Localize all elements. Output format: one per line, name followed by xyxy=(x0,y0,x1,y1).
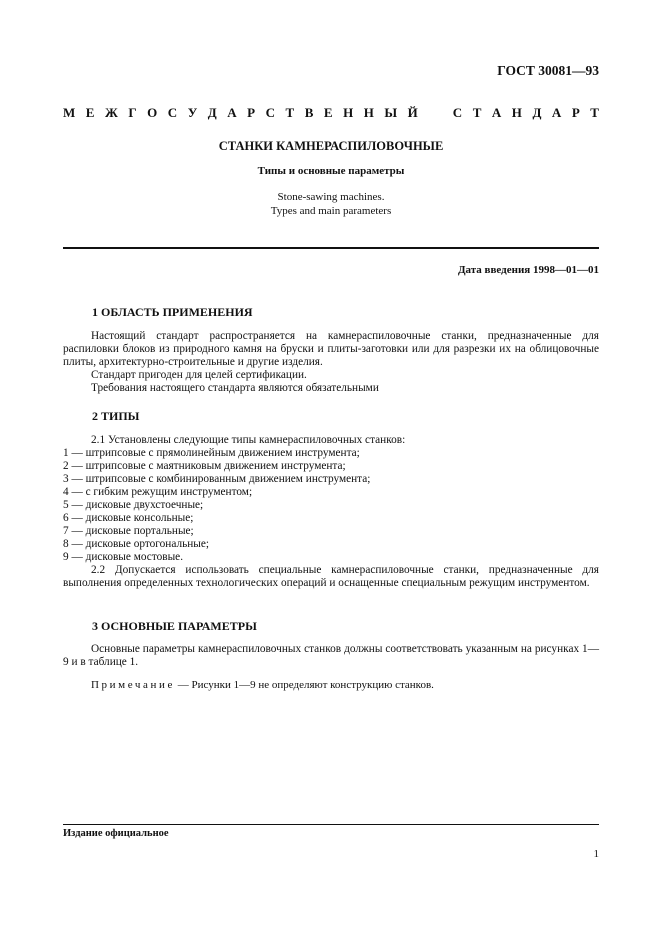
english-title-line1: Stone-sawing machines. xyxy=(277,191,385,203)
type-list-item: 8 — дисковые ортогональные; xyxy=(63,538,210,550)
page-number: 1 xyxy=(593,848,599,860)
section-1-certification: Стандарт пригоден для целей сертификации. xyxy=(91,369,307,381)
type-list-item: 4 — с гибким режущим инструментом; xyxy=(63,486,253,498)
section-2-heading: 2 ТИПЫ xyxy=(92,409,140,423)
section-1-body xyxy=(63,330,599,395)
banner-letter: О xyxy=(147,105,158,120)
banner-letter: Н xyxy=(343,105,354,120)
section-2-body xyxy=(63,434,599,590)
banner-letter: Е xyxy=(85,105,95,120)
type-list-item: 1 — штрипсовые с прямолинейным движением инструмента; xyxy=(63,447,360,459)
interstate-standard-banner xyxy=(63,105,599,121)
section-3-paragraph: Основные параметры камнераспиловочных станков должны соответствовать указанным на рисунках 1—9 и в таблице 1. xyxy=(63,643,599,668)
official-edition-label: Издание официальное xyxy=(63,828,169,839)
note xyxy=(91,679,434,691)
banner-letter: Р xyxy=(571,105,580,120)
banner-letter: Е xyxy=(323,105,333,120)
banner-letter: Т xyxy=(590,105,599,120)
banner-letter: С xyxy=(167,105,178,120)
footer-divider xyxy=(63,824,599,825)
banner-letter: Н xyxy=(363,105,374,120)
section-2-intro: 2.1 Установлены следующие типы камнераспиловочных станков: xyxy=(91,434,406,446)
banner-letter: Ж xyxy=(104,105,118,120)
banner-letter: Ы xyxy=(384,105,398,120)
document-code: ГОСТ 30081—93 xyxy=(497,63,599,78)
banner-letter: Г xyxy=(128,105,137,120)
section-1-heading: 1 ОБЛАСТЬ ПРИМЕНЕНИЯ xyxy=(92,305,253,319)
banner-letter: А xyxy=(227,105,237,120)
banner-letter: А xyxy=(551,105,562,120)
banner-letter: Д xyxy=(207,105,217,120)
type-list-item: 6 — дисковые консольные; xyxy=(63,512,194,524)
banner-letter: С xyxy=(452,105,463,120)
banner-letter: Й xyxy=(407,105,418,120)
banner-letter: М xyxy=(63,105,76,120)
banner-letter: Т xyxy=(285,105,295,120)
banner-letter: А xyxy=(491,105,502,120)
section-2-2-paragraph: 2.2 Допускается использовать специальные камнераспиловочные станки, предназначенные для выполнения определенных технологических операций и оснащенные специальным режущим инструментом. xyxy=(63,564,599,589)
section-1-paragraph: Настоящий стандарт распространяется на камнераспиловочные станки, предназначенные для распиловки блоков из природного камня на бруски и плиты-заготовки или для разрезки их на облицовочные плиты, архитектурно-строительные и другие изделия. xyxy=(63,330,599,368)
title-divider xyxy=(63,247,599,249)
type-list-item: 7 — дисковые портальные; xyxy=(63,525,194,537)
note-label: Примечание xyxy=(91,679,175,691)
type-list-item: 3 — штрипсовые с комбинированным движением инструмента; xyxy=(63,473,371,485)
section-3-heading: 3 ОСНОВНЫЕ ПАРАМЕТРЫ xyxy=(92,619,257,633)
banner-letter: Н xyxy=(511,105,522,120)
banner-letter: У xyxy=(187,105,198,120)
banner-letter xyxy=(428,105,442,121)
banner-letter: Р xyxy=(247,105,256,120)
banner-letter: В xyxy=(304,105,314,120)
document-subtitle: Типы и основные параметры xyxy=(257,165,405,177)
type-list-item: 2 — штрипсовые с маятниковым движением инструмента; xyxy=(63,460,346,472)
banner-letter: С xyxy=(265,105,275,120)
types-list xyxy=(63,447,599,564)
note-text: — Рисунки 1—9 не определяют конструкцию станков. xyxy=(177,679,434,691)
banner-letter: Д xyxy=(532,105,542,120)
banner-letter: Т xyxy=(472,105,482,120)
introduction-date: Дата введения 1998—01—01 xyxy=(457,264,599,276)
document-title: СТАНКИ КАМНЕРАСПИЛОВОЧНЫЕ xyxy=(218,139,444,153)
section-3-body xyxy=(63,643,599,669)
english-title-line2: Types and main parameters xyxy=(270,205,392,217)
type-list-item: 9 — дисковые мостовые. xyxy=(63,551,184,563)
type-list-item: 5 — дисковые двухстоечные; xyxy=(63,499,204,511)
section-1-mandatory: Требования настоящего стандарта являются обязательными xyxy=(91,382,379,394)
